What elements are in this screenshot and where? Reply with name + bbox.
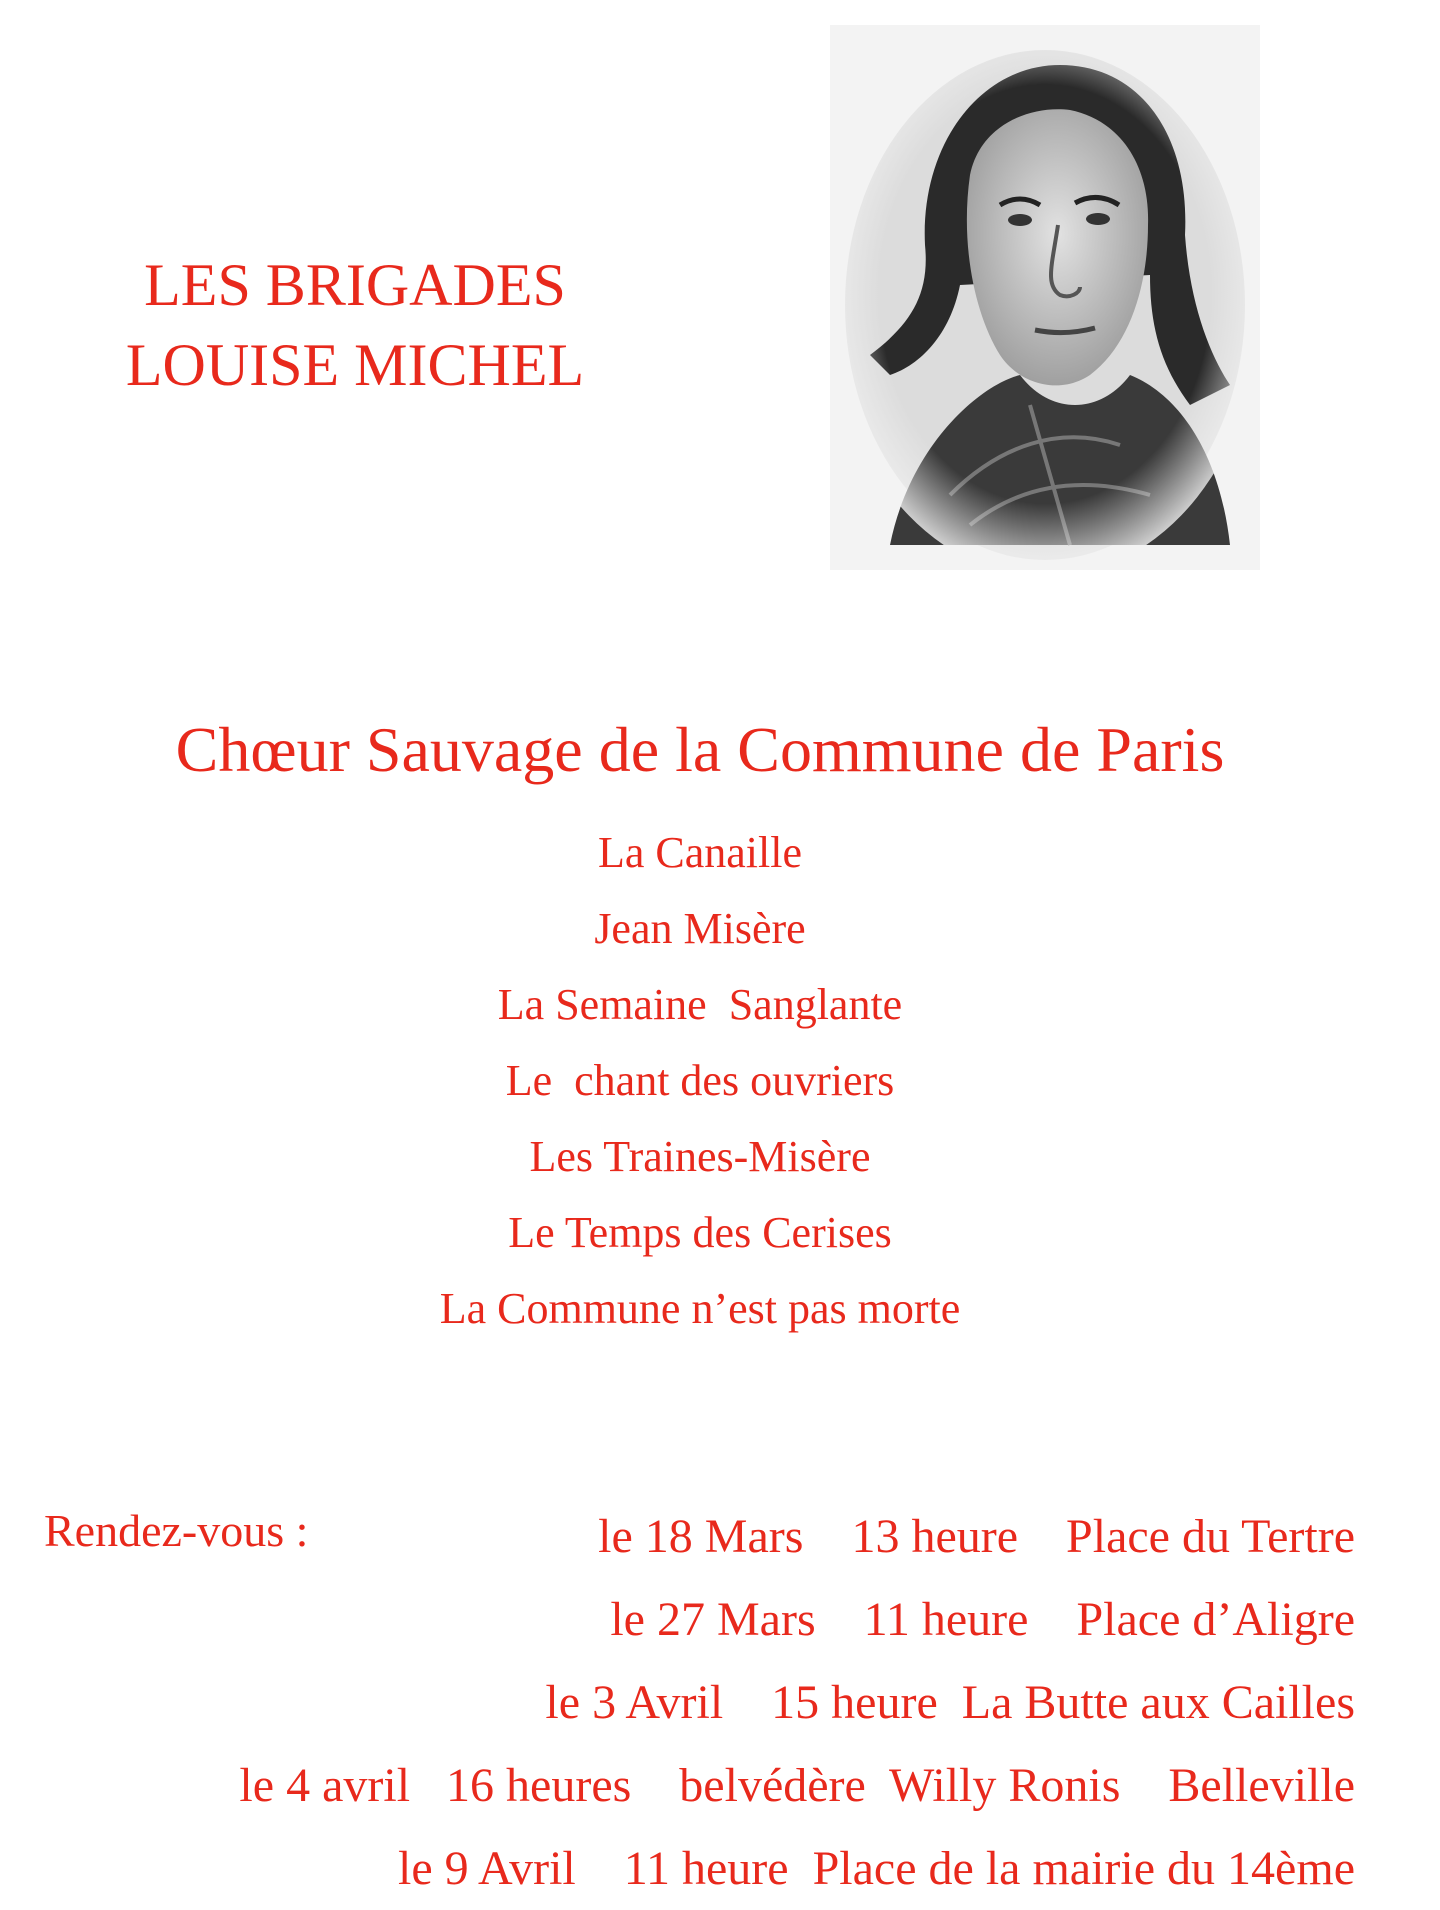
song-item: Les Traines-Misère	[529, 1132, 871, 1181]
poster-title	[60, 245, 650, 405]
title-line-1: LES BRIGADES	[144, 252, 566, 318]
song-item: La Semaine Sanglante	[497, 980, 903, 1029]
song-list	[0, 815, 1400, 1347]
title-line-2: LOUISE MICHEL	[125, 332, 585, 398]
song-item: La Canaille	[597, 828, 802, 877]
choir-name: Chœur Sauvage de la Commune de Paris	[175, 714, 1225, 785]
song-item: Jean Misère	[594, 904, 806, 953]
date-item: le 9 Avril 11 heure Place de la mairie du 14ème	[398, 1842, 1355, 1895]
portrait-icon	[830, 25, 1260, 570]
date-item: le 18 Mars 13 heure Place du Tertre	[598, 1510, 1355, 1563]
song-item: Le Temps des Cerises	[508, 1208, 892, 1257]
song-item: Le chant des ouvriers	[505, 1056, 895, 1105]
portrait-photo	[830, 25, 1260, 570]
date-item: le 27 Mars 11 heure Place d’Aligre	[610, 1593, 1355, 1646]
date-item: le 3 Avril 15 heure La Butte aux Cailles	[545, 1676, 1355, 1729]
date-item: le 4 avril 16 heures belvédère Willy Ronis Belleville	[239, 1759, 1355, 1812]
rendezvous-dates	[239, 1495, 1355, 1910]
song-item: La Commune n’est pas morte	[439, 1284, 961, 1333]
rendezvous-label: Rendez-vous :	[44, 1505, 309, 1556]
